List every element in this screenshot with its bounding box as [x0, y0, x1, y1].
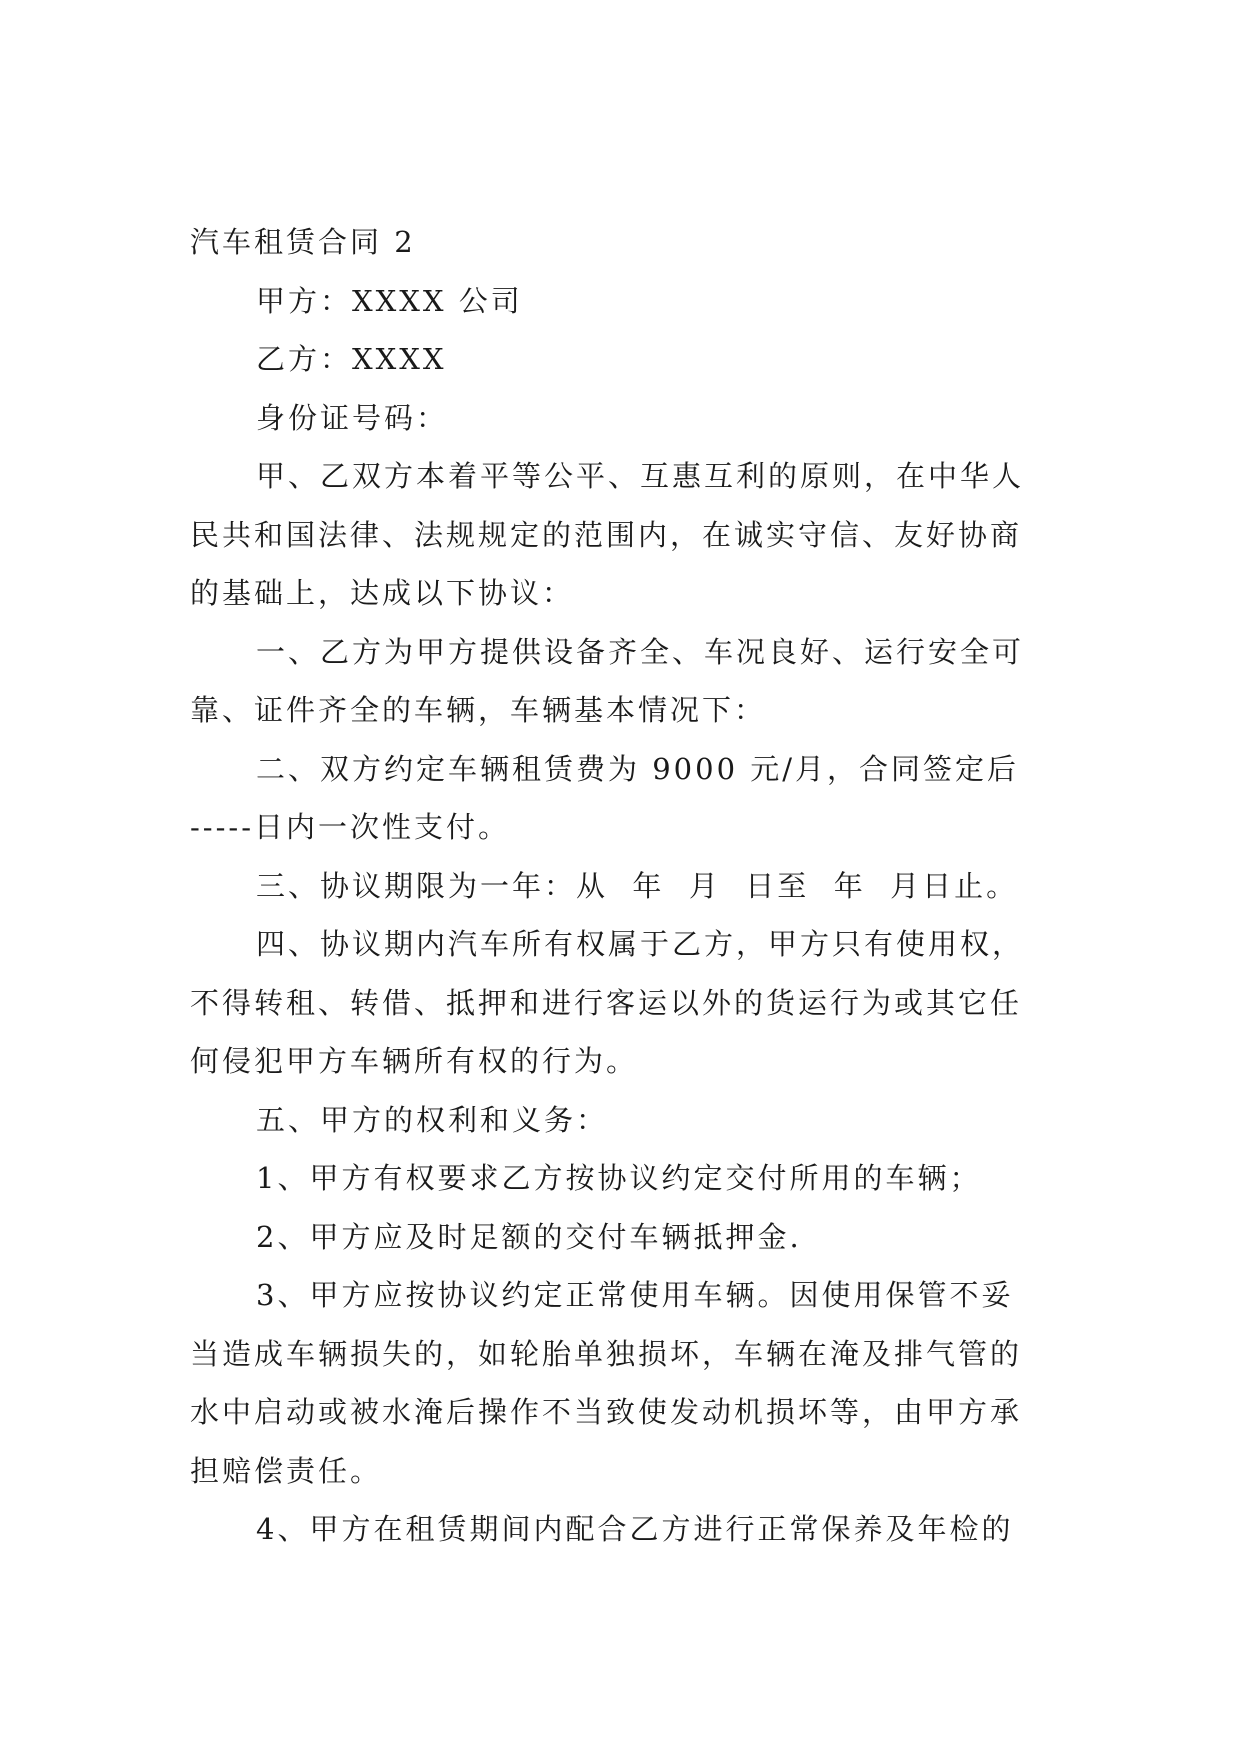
clause-2-line-2: -----日内一次性支付。	[190, 810, 510, 844]
clause-1-line-1: 一、乙方为甲方提供设备齐全、车况良好、运行安全可	[256, 634, 1025, 669]
clause-5-item-3-line-4: 担赔偿责任。	[190, 1453, 383, 1488]
document-title: 汽车租赁合同 2	[190, 225, 416, 259]
clause-3-line: 三、协议期限为一年：从 年 月 日至 年 月日止。	[256, 868, 1019, 903]
party-b-line: 乙方：XXXX	[256, 342, 447, 376]
document-body	[190, 213, 1048, 1559]
clause-5-item-3-line-1: 3、甲方应按协议约定正常使用车辆。因使用保管不妥	[256, 1278, 1014, 1312]
clause-4-line-2: 不得转租、转借、抵押和进行客运以外的货运行为或其它任	[190, 985, 1023, 1020]
clause-2-line-1: 二、双方约定车辆租赁费为 9000 元/月，合同签定后	[256, 751, 1020, 786]
preamble-line-2: 民共和国法律、法规规定的范围内，在诚实守信、友好协商	[190, 517, 1023, 552]
clause-4-line-3: 何侵犯甲方车辆所有权的行为。	[190, 1044, 639, 1078]
clause-5-item-1: 1、甲方有权要求乙方按协议约定交付所用的车辆；	[256, 1161, 982, 1195]
clause-4-line-1: 四、协议期内汽车所有权属于乙方，甲方只有使用权，	[256, 927, 1025, 961]
clause-5-item-3-line-2: 当造成车辆损失的，如轮胎单独损坏，车辆在淹及排气管的	[190, 1336, 1023, 1371]
preamble-line-1: 甲、乙双方本着平等公平、互惠互利的原则，在中华人	[256, 459, 1025, 493]
party-a-line: 甲方：XXXX 公司	[256, 283, 523, 318]
clause-5-item-4-line-1: 4、甲方在租赁期间内配合乙方进行正常保养及年检的	[256, 1512, 1014, 1546]
id-number-line: 身份证号码：	[256, 400, 449, 435]
clause-1-line-2: 靠、证件齐全的车辆，车辆基本情况下：	[190, 693, 767, 727]
preamble-line-3: 的基础上，达成以下协议：	[190, 576, 575, 610]
clause-5-item-3-line-3: 水中启动或被水淹后操作不当致使发动机损坏等，由甲方承	[190, 1395, 1023, 1429]
clause-5-heading: 五、甲方的权利和义务：	[256, 1102, 609, 1137]
clause-5-item-2: 2、甲方应及时足额的交付车辆抵押金.	[256, 1219, 802, 1254]
